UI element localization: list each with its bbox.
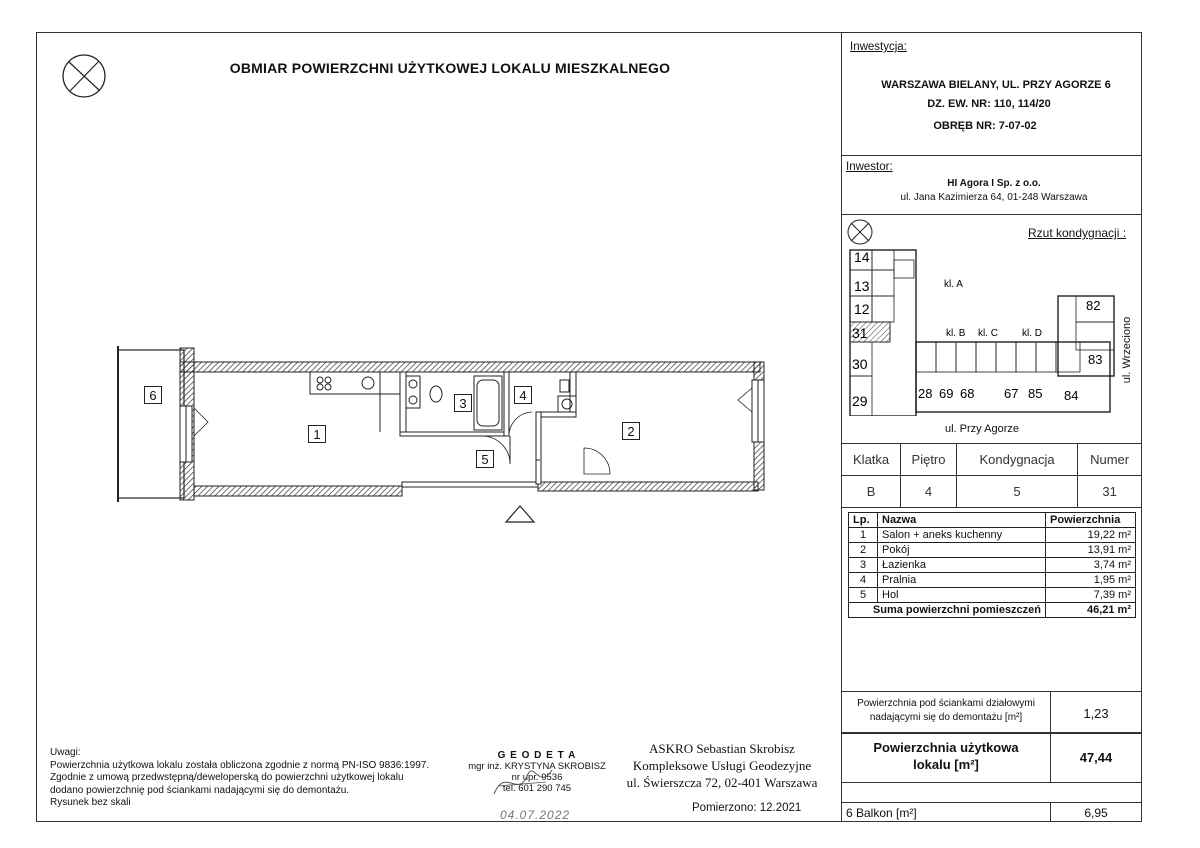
measured-date: Pomierzono: 12.2021: [692, 802, 802, 814]
value-klatka: B: [842, 476, 901, 508]
sum-row: [849, 603, 1136, 618]
apartment-floor-plan: [110, 340, 780, 530]
company-block: [614, 740, 830, 791]
notes: [50, 747, 470, 810]
stair-a: kl. A: [944, 279, 963, 290]
header-pietro: Piętro: [901, 444, 957, 476]
overview-unit-31: 31: [852, 325, 868, 341]
company-line1: ASKRO Sebastian Skrobisz: [649, 741, 795, 756]
stamp-line3: tel. 601 290 745: [502, 783, 572, 794]
investment-line1: WARSZAWA BIELANY, UL. PRZY AGORZE 6: [881, 79, 1111, 91]
col-lp: Lp.: [849, 513, 878, 528]
investor-name: HI Agora I Sp. z o.o.: [947, 178, 1041, 189]
room-label-5: 5: [476, 450, 494, 468]
notes-line3: dodano powierzchnię pod ściankami nadającymi się do demontażu.: [50, 784, 350, 796]
header-numer: Numer: [1078, 444, 1142, 476]
room-label-4: 4: [514, 386, 532, 404]
overview-unit-12: 12: [854, 301, 870, 317]
signature: [488, 760, 558, 806]
table-row: 5 Hol 7,39 m²: [849, 588, 1136, 603]
sum-label: Suma powierzchni pomieszczeń: [849, 603, 1046, 618]
rooms-table: [848, 512, 1136, 618]
stamp-title: G E O D E T A: [497, 750, 577, 761]
table-row: 3 Łazienka 3,74 m²: [849, 558, 1136, 573]
entrance-marker: [506, 506, 534, 522]
notes-title: Uwagi:: [50, 747, 81, 758]
stamp-line1: mgr inż. KRYSTYNA SKROBISZ: [468, 761, 606, 772]
table-row: 1 Salon + aneks kuchenny 19,22 m²: [849, 528, 1136, 543]
company-line2: Kompleksowe Usługi Geodezyjne: [632, 758, 812, 773]
stair-b: kl. B: [946, 328, 966, 339]
header-klatka: Klatka: [842, 444, 901, 476]
overview-unit-83: 83: [1088, 352, 1103, 367]
floor-plan-label: Rzut kondygnacji :: [1028, 226, 1127, 240]
usable-area-label-2: lokalu [m²]: [913, 757, 979, 772]
investor-address: ul. Jana Kazimierza 64, 01-248 Warszawa: [900, 192, 1088, 203]
document-title: OBMIAR POWIERZCHNI UŻYTKOWEJ LOKALU MIESZKALNEGO: [229, 60, 671, 76]
overview-unit-82: 82: [1086, 298, 1101, 313]
col-nazwa: Nazwa: [878, 513, 1046, 528]
north-wall: [180, 362, 760, 372]
overview-unit-30: 30: [852, 356, 868, 372]
overview-unit-67: 67: [1004, 386, 1019, 401]
room-label-6: 6: [144, 386, 162, 404]
usable-area-value: 47,44: [1079, 750, 1113, 765]
south-wall-right: [538, 482, 758, 491]
investment-line2: DZ. EW. NR: 110, 114/20: [927, 98, 1051, 110]
overview-unit-68: 68: [960, 386, 975, 401]
partition-area-label: Powierzchnia pod ściankami działowymi nadającymi się do demontażu [m²]: [857, 698, 1035, 723]
notes-line4: Rysunek bez skali: [50, 797, 131, 809]
col-powierzchnia: Powierzchnia: [1046, 513, 1136, 528]
partition-area-value: 1,23: [1083, 706, 1109, 721]
stair-d: kl. D: [1022, 328, 1042, 339]
room-label-1: 1: [308, 425, 326, 443]
value-numer: 31: [1078, 476, 1142, 508]
notes-line1: Powierzchnia użytkowa lokalu została obliczona zgodnie z normą PN-ISO 9836:1997.: [50, 759, 430, 771]
table-row: 2 Pokój 13,91 m²: [849, 543, 1136, 558]
stair-c: kl. C: [978, 328, 998, 339]
handwritten-date: 04.07.2022: [500, 808, 571, 822]
header-kondygnacja: Kondygnacja: [956, 444, 1077, 476]
sum-value: 46,21 m²: [1046, 603, 1136, 618]
investor-label: Inwestor:: [846, 161, 893, 173]
usable-area-label-1: Powierzchnia użytkowa: [873, 740, 1019, 755]
balcony-outline: [118, 350, 184, 498]
overview-unit-14: 14: [854, 249, 870, 265]
overview-unit-85: 85: [1028, 386, 1043, 401]
table-row: 4 Pralnia 1,95 m²: [849, 573, 1136, 588]
south-wall-left: [194, 486, 402, 496]
overview-unit-28: 28: [918, 386, 933, 401]
stamp-line2: nr upr. 9536: [511, 772, 563, 783]
overview-unit-29: 29: [852, 393, 868, 409]
balcony-value: 6,95: [1084, 806, 1108, 820]
unit-info-table: [841, 443, 1142, 508]
north-arrow-icon: [60, 52, 108, 100]
overview-unit-84: 84: [1064, 388, 1079, 403]
street-bottom-label: ul. Przy Agorze: [945, 423, 1019, 435]
investment-line3: OBRĘB NR: 7-07-02: [933, 120, 1037, 132]
north-arrow-small-icon: [846, 218, 874, 246]
building-overview-plan: [846, 246, 1126, 416]
room-label-2: 2: [622, 422, 640, 440]
room-label-3: 3: [454, 394, 472, 412]
overview-unit-13: 13: [854, 278, 870, 294]
balcony-label: 6 Balkon [m²]: [846, 806, 917, 820]
value-kondygnacja: 5: [956, 476, 1077, 508]
notes-line2: Zgodnie z umową przedwstępną/deweloperską do powierzchni użytkowej lokalu: [50, 772, 404, 784]
value-pietro: 4: [901, 476, 957, 508]
overview-unit-69: 69: [939, 386, 954, 401]
company-line3: ul. Świerszcza 72, 02-401 Warszawa: [626, 775, 818, 790]
investment-label: Inwestycja:: [850, 41, 907, 53]
street-right-label: ul. Wrzeciono: [1121, 316, 1133, 384]
